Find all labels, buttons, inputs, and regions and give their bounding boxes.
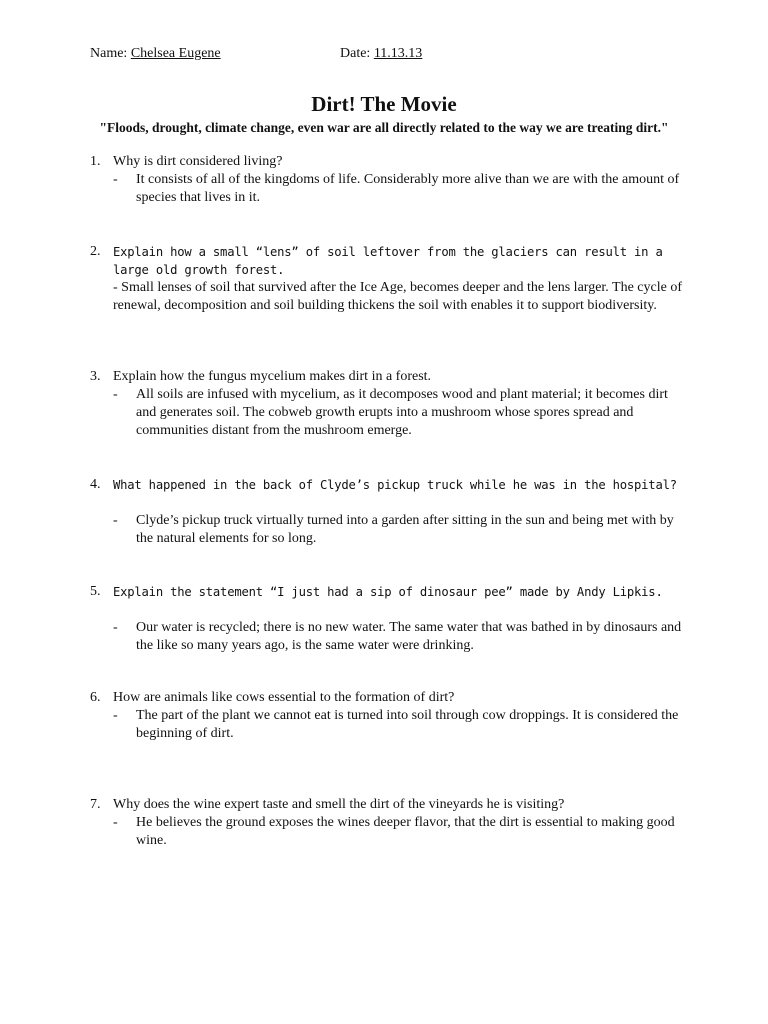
date-value: 11.13.13: [373, 46, 423, 61]
question-block-2: [90, 243, 690, 315]
answer-dash: -: [113, 172, 118, 187]
question-text: Explain how the fungus mycelium makes dirt in a forest.: [113, 369, 432, 384]
page-quote: "Floods, drought, climate change, even war are all directly related to the way we are treating dirt.": [99, 120, 669, 135]
name-value: Chelsea Eugene: [130, 46, 221, 61]
answer-dash: -: [113, 620, 118, 635]
question-number: 5.: [90, 584, 101, 599]
answer-dash: -: [113, 815, 118, 830]
answer-text: Our water is recycled; there is no new water. The same water that was bathed in by dinosaurs and the like so many years ago, is the same water were drinking.: [136, 620, 682, 653]
question-block-5: [90, 583, 690, 655]
answer-text: All soils are infused with mycelium, as it decomposes wood and plant material; it becomes dirt and generates soil. The cobweb growth erupts into a mushroom whose spores spread and communities distant from the mushroom emerge.: [136, 387, 668, 438]
date-label: Date:: [340, 46, 371, 61]
question-block-6: [90, 689, 690, 743]
question-number: 7.: [90, 797, 101, 812]
answer-item: [113, 171, 690, 207]
name-label: Name:: [90, 46, 128, 61]
question-block-7: [90, 796, 690, 850]
answer-item: [113, 512, 690, 548]
question-text: How are animals like cows essential to the formation of dirt?: [113, 690, 455, 705]
answer-text: Clyde’s pickup truck virtually turned into a garden after sitting in the sun and being met with by the natural elements for so long.: [136, 513, 674, 546]
question-text: Why does the wine expert taste and smell the dirt of the vineyards he is visiting?: [113, 797, 565, 812]
question-text: Explain how a small “lens” of soil leftover from the glaciers can result in a large old growth forest.: [113, 245, 663, 277]
question-number: 4.: [90, 477, 101, 492]
name-line: [90, 46, 221, 62]
question-number: 2.: [90, 244, 101, 259]
question-text: Why is dirt considered living?: [113, 154, 283, 169]
answer-text: It consists of all of the kingdoms of life. Considerably more alive than we are with the amount of species that lives in it.: [136, 172, 680, 205]
answer-text: He believes the ground exposes the wines deeper flavor, that the dirt is essential to making good wine.: [136, 815, 675, 848]
page-title: Dirt! The Movie: [311, 92, 457, 116]
answer-dash: -: [113, 708, 118, 723]
answer-text: - Small lenses of soil that survived after the Ice Age, becomes deeper and the lens larger. The cycle of renewal, decomposition and soil building thickens the soil with enables it to support biodiversity.: [113, 280, 683, 313]
answer-dash: -: [113, 387, 118, 402]
answer-item: [113, 386, 690, 440]
answer-item: [113, 619, 690, 655]
question-block-3: [90, 368, 690, 440]
date-line: [340, 46, 422, 62]
question-block-4: [90, 476, 690, 548]
question-block-1: [90, 153, 690, 207]
question-number: 3.: [90, 369, 101, 384]
question-number: 6.: [90, 690, 101, 705]
question-text: What happened in the back of Clyde’s pickup truck while he was in the hospital?: [113, 478, 677, 492]
answer-item: [113, 814, 690, 850]
answer-item: [113, 707, 690, 743]
answer-dash: -: [113, 513, 118, 528]
question-text: Explain the statement “I just had a sip of dinosaur pee” made by Andy Lipkis.: [113, 585, 663, 599]
answer-text: The part of the plant we cannot eat is turned into soil through cow droppings. It is considered the beginning of dirt.: [136, 708, 679, 741]
question-number: 1.: [90, 154, 101, 169]
